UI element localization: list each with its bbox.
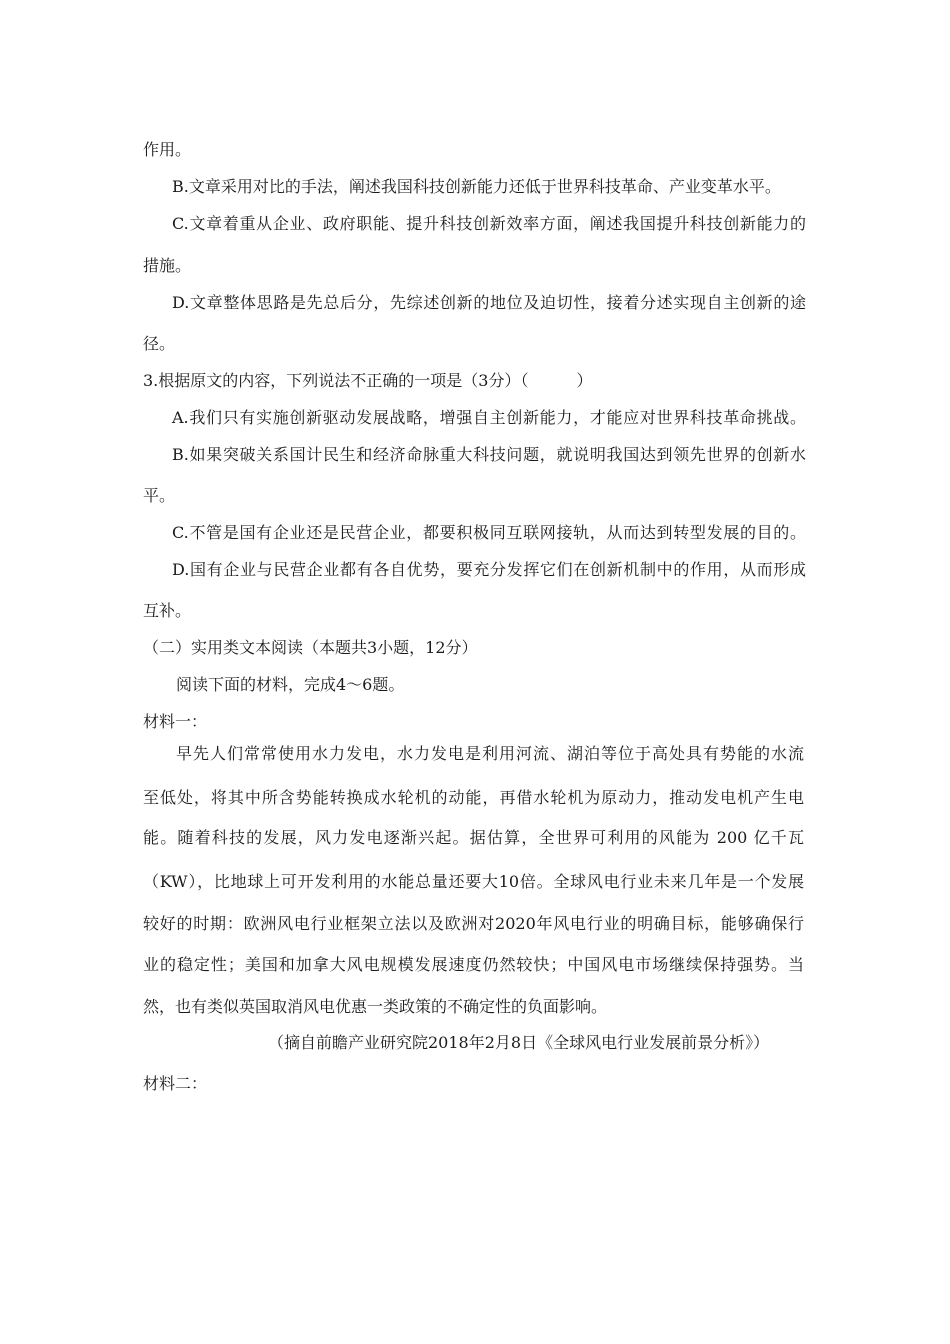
material-paragraph-line: 能。随着科技的发展，风力发电逐渐兴起。据估算，全世界可利用的风能为 200 亿千瓦	[143, 828, 804, 847]
material-paragraph-line: （KW），比地球上可开发利用的水能总量还要大10倍。全球风电行业未来几年是一个发展	[143, 872, 804, 891]
text-line: 措施。	[143, 256, 192, 275]
source-citation: （摘自前瞻产业研究院2018年2月8日《全球风电行业发展前景分析》）	[268, 1033, 770, 1052]
question-3-stem: 3.根据原文的内容，下列说法不正确的一项是（3分）（ ）	[143, 371, 593, 390]
material-paragraph-line: 较好的时期：欧洲风电行业框架立法以及欧洲对2020年风电行业的明确目标，能够确保行	[143, 914, 804, 933]
text-line: 作用。	[143, 140, 192, 159]
text-line: 平。	[143, 486, 176, 505]
material-paragraph-line: 然，也有类似英国取消风电优惠一类政策的不确定性的负面影响。	[143, 997, 608, 1016]
material-two-label: 材料二：	[143, 1074, 208, 1093]
text-line: 径。	[143, 334, 176, 353]
option-c-line: C.文章着重从企业、政府职能、提升科技创新效率方面，阐述我国提升科技创新能力的	[172, 214, 806, 233]
material-paragraph-line: 业的稳定性；美国和加拿大风电规模发展速度仍然较快；中国风电市场继续保持强势。当	[143, 955, 804, 974]
option-d-line: D.国有企业与民营企业都有各自优势，要充分发挥它们在创新机制中的作用，从而形成	[172, 560, 806, 579]
instruction-line: 阅读下面的材料，完成4～6题。	[176, 675, 405, 694]
material-paragraph-line: 至低处，将其中所含势能转换成水轮机的动能，再借水轮机为原动力，推动发电机产生电	[143, 788, 804, 807]
option-b-line: B.文章采用对比的手法，阐述我国科技创新能力还低于世界科技革命、产业变革水平。	[172, 177, 781, 196]
option-c-line: C.不管是国有企业还是民营企业，都要积极同互联网接轨，从而达到转型发展的目的。	[172, 523, 806, 542]
text-line: 互补。	[143, 601, 192, 620]
option-d-line: D.文章整体思路是先总后分，先综述创新的地位及迫切性，接着分述实现自主创新的途	[172, 293, 806, 312]
material-one-label: 材料一：	[143, 712, 208, 731]
option-b-line: B.如果突破关系国计民生和经济命脉重大科技问题，就说明我国达到领先世界的创新水	[172, 445, 806, 464]
material-paragraph-line: 早先人们常常使用水力发电，水力发电是利用河流、湖泊等位于高处具有势能的水流	[176, 744, 804, 763]
option-a-line: A.我们只有实施创新驱动发展战略，增强自主创新能力，才能应对世界科技革命挑战。	[172, 408, 806, 427]
section-heading: （二）实用类文本阅读（本题共3小题，12分）	[143, 638, 478, 657]
